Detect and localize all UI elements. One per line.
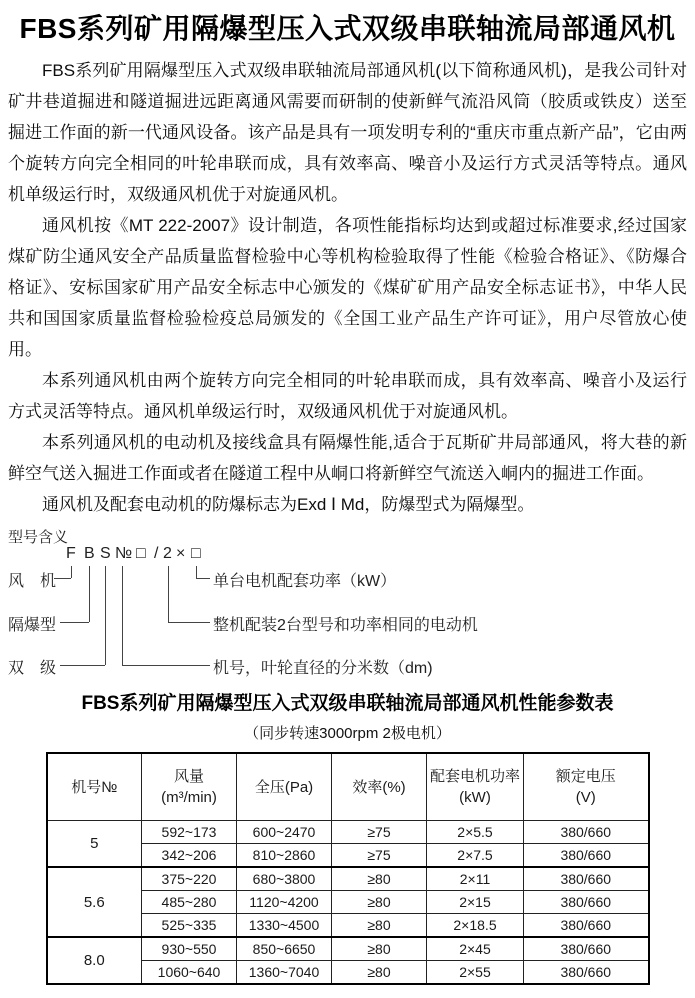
connector-line	[89, 566, 90, 622]
table-subtitle: （同步转速3000rpm 2极电机）	[244, 725, 451, 742]
formula-char-f: F	[66, 545, 76, 562]
airflow-cell: 485~280	[142, 891, 237, 914]
body-text	[8, 55, 687, 520]
performance-table	[46, 752, 650, 985]
header-line: (kW)	[459, 789, 491, 806]
header-line: 机号№	[71, 778, 118, 796]
header-line: (m³/min)	[161, 789, 217, 806]
connector-line	[168, 622, 210, 623]
voltage-cell: 380/660	[524, 821, 649, 844]
header-line: 额定电压	[555, 768, 616, 785]
header-line: 风量	[173, 768, 204, 785]
pressure-cell: 1120~4200	[237, 891, 332, 914]
formula-char-slash: /	[154, 545, 159, 562]
diagram-label-fannumber: 机号，叶轮直径的分米数（dm)	[213, 660, 433, 677]
model-cell: 5	[47, 821, 142, 868]
header-line: (V)	[575, 789, 596, 806]
motorpower-cell: 2×55	[427, 961, 524, 985]
table-row	[47, 867, 649, 891]
col-header-airflow	[142, 753, 237, 821]
efficiency-cell: ≥75	[332, 821, 427, 844]
airflow-cell: 375~220	[142, 867, 237, 891]
motorpower-cell: 2×7.5	[427, 844, 524, 868]
voltage-cell: 380/660	[524, 961, 649, 985]
formula-char-no: №	[115, 545, 133, 562]
paragraph-application: 本系列通风机的电动机及接线盒具有隔爆性能,适合于瓦斯矿井局部通风，将大巷的新鲜空气送入掘进工作面或者在隧道工程中从峒口将新鲜空气流送入峒内的掘进工作面。	[8, 433, 687, 483]
header-line: 配套电机功率	[429, 768, 520, 785]
diagram-label-motorpower: 单台电机配套功率（kW）	[213, 573, 397, 590]
col-header-pressure	[237, 753, 332, 821]
diagram-label-twostage: 双 级	[8, 660, 57, 677]
formula-char-box2: □	[191, 545, 201, 562]
airflow-cell: 592~173	[142, 821, 237, 844]
efficiency-cell: ≥75	[332, 844, 427, 868]
connector-line	[168, 566, 169, 622]
paragraph-standards: 通风机按《MT 222-2007》设计制造，各项性能指标均达到或超过标准要求,经过国家煤矿防尘通风安全产品质量监督检验中心等机构检验取得了性能《检验合格证》、《防爆合格证》、安标国家矿用产品安全标志中心颁发的《煤矿矿用产品安全标志证书》，中华人民共和国国家质量监督检验检疫总局颁发的《全国工业产品生产许可证》，用户尽管放心使用。	[8, 216, 687, 359]
table-row	[47, 937, 649, 961]
airflow-cell: 525~335	[142, 914, 237, 938]
formula-char-times: ×	[176, 545, 186, 562]
diagram-label-fan: 风 机	[8, 573, 57, 590]
voltage-cell: 380/660	[524, 914, 649, 938]
motorpower-cell: 2×15	[427, 891, 524, 914]
diagram-label-flameproof: 隔爆型	[8, 617, 57, 634]
pressure-cell: 810~2860	[237, 844, 332, 868]
model-cell: 5.6	[47, 867, 142, 937]
motorpower-cell: 2×5.5	[427, 821, 524, 844]
paragraph-exmark: 通风机及配套电动机的防爆标志为Exd Ⅰ Md，防爆型式为隔爆型。	[42, 495, 535, 514]
efficiency-cell: ≥80	[332, 937, 427, 961]
voltage-cell: 380/660	[524, 867, 649, 891]
diagram-label-motorcount: 整机配装2台型号和功率相同的电动机	[213, 617, 478, 634]
table-row	[47, 821, 649, 844]
col-header-efficiency	[332, 753, 427, 821]
efficiency-cell: ≥80	[332, 914, 427, 938]
pressure-cell: 1330~4500	[237, 914, 332, 938]
formula-char-s: S	[100, 545, 111, 562]
voltage-cell: 380/660	[524, 937, 649, 961]
performance-section	[0, 688, 695, 985]
diagram-heading: 型号含义	[8, 529, 69, 546]
airflow-cell: 342~206	[142, 844, 237, 868]
pressure-cell: 850~6650	[237, 937, 332, 961]
pressure-cell: 1360~7040	[237, 961, 332, 985]
motorpower-cell: 2×18.5	[427, 914, 524, 938]
connector-line	[105, 566, 106, 665]
formula-char-b: B	[84, 545, 95, 562]
col-header-motorpower	[427, 753, 524, 821]
efficiency-cell: ≥80	[332, 961, 427, 985]
paragraph-features: 本系列通风机由两个旋转方向完全相同的叶轮串联而成，具有效率高、噪音小及运行方式灵活等特点。通风机单级运行时，双级通风机优于对旋通风机。	[8, 371, 687, 421]
page-title: FBS系列矿用隔爆型压入式双级串联轴流局部通风机	[19, 13, 676, 44]
connector-line	[54, 578, 71, 579]
model-cell: 8.0	[47, 937, 142, 984]
connector-line	[122, 665, 210, 666]
connector-line	[60, 622, 89, 623]
connector-line	[60, 665, 105, 666]
connector-line	[196, 578, 210, 579]
connector-line	[122, 566, 123, 665]
header-line: 全压(Pa)	[254, 778, 314, 796]
connector-line	[196, 566, 197, 578]
paragraph-intro: FBS系列矿用隔爆型压入式双级串联轴流局部通风机(以下简称通风机)，是我公司针对矿井巷道掘进和隧道掘进远距离通风需要而研制的使新鲜气流沿风筒（胶质或铁皮）送至掘进工作面的新一代通风设备。该产品是具有一项发明专利的“重庆市重点新产品”，它由两个旋转方向完全相同的叶轮串联而成，具有效率高、噪音小及运行方式灵活等特点。通风机单级运行时，双级通风机优于对旋通风机。	[8, 61, 687, 204]
airflow-cell: 1060~640	[142, 961, 237, 985]
efficiency-cell: ≥80	[332, 867, 427, 891]
airflow-cell: 930~550	[142, 937, 237, 961]
connector-line	[71, 566, 72, 578]
col-header-voltage	[524, 753, 649, 821]
model-meaning-diagram	[8, 526, 695, 677]
voltage-cell: 380/660	[524, 891, 649, 914]
pressure-cell: 600~2470	[237, 821, 332, 844]
formula-char-box1: □	[136, 545, 146, 562]
header-line: 效率(%)	[352, 778, 406, 796]
col-header-model	[47, 753, 142, 821]
voltage-cell: 380/660	[524, 844, 649, 868]
formula-char-2: 2	[163, 545, 172, 562]
motorpower-cell: 2×45	[427, 937, 524, 961]
table-body	[47, 821, 649, 985]
motorpower-cell: 2×11	[427, 867, 524, 891]
pressure-cell: 680~3800	[237, 867, 332, 891]
table-header	[47, 753, 649, 821]
header-row	[47, 753, 649, 821]
table-title: FBS系列矿用隔爆型压入式双级串联轴流局部通风机性能参数表	[81, 693, 614, 714]
efficiency-cell: ≥80	[332, 891, 427, 914]
